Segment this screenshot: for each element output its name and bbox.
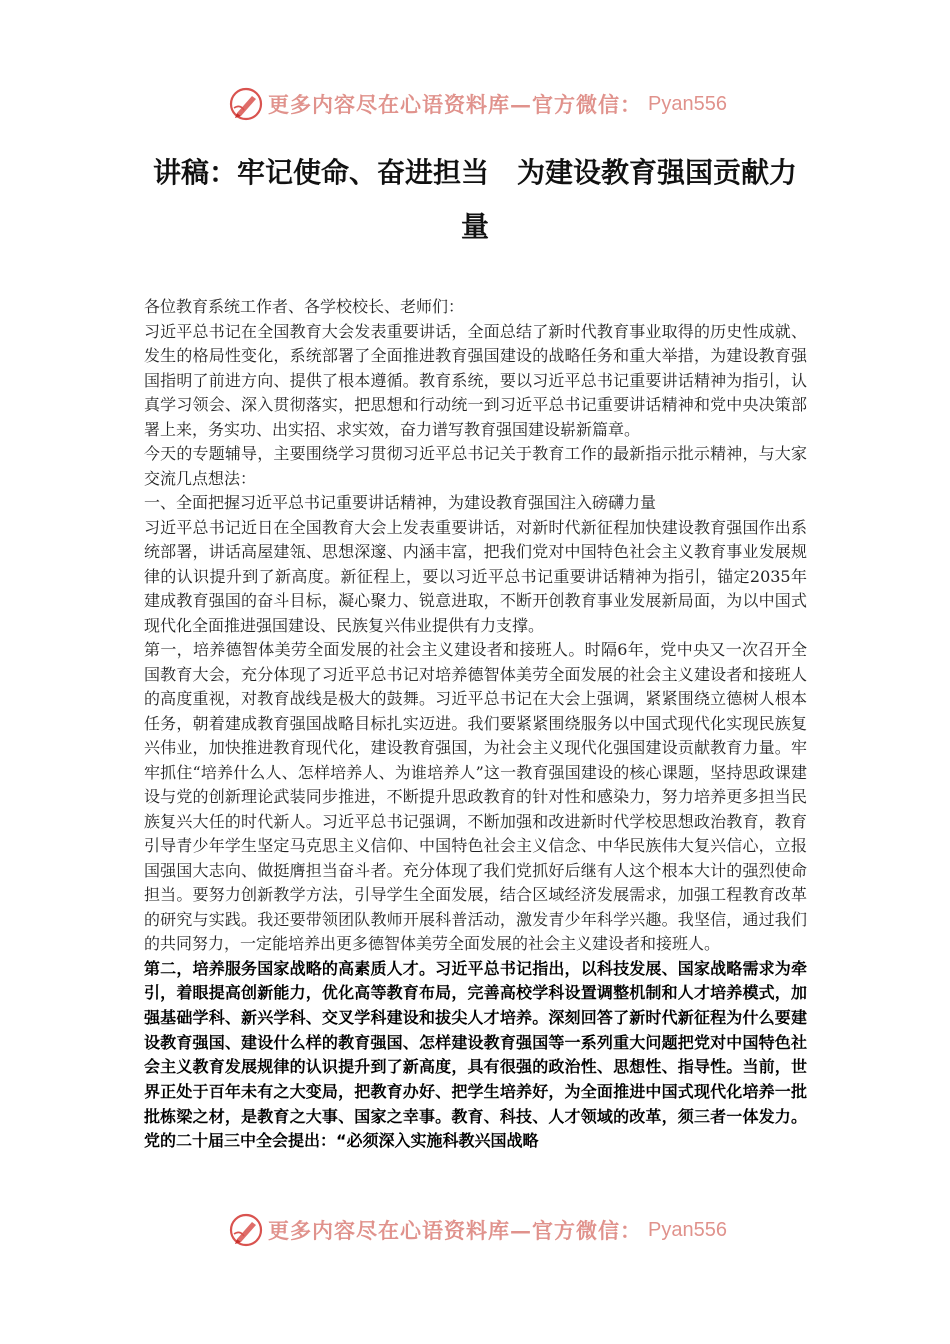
pen-logo-icon <box>228 86 264 122</box>
salutation: 各位教育系统工作者、各学校校长、老师们： <box>144 297 465 316</box>
bold-paragraph: 第二，培养服务国家战略的高素质人才。习近平总书记指出，以科技发展、国家战略需求为牵引，着眼提高创新能力，优化高等教育布局，完善高校学科设置调整机制和人才培养模式，加强基础学科、新兴学科、交叉学科建设和拔尖人才培养。深刻回答了新时代新征程为什么要建设教育强国、建设什么样的教育强国、怎样建设教育强国等一系列重大问题把党对中国特色社会主义教育发展规律的认识提升到了新高度，具有很强的政治性、思想性、指导性。当前，世界正处于百年未有之大变局，把教育办好、把学生培养好，为全面推进中国式现代化培养一批批栋梁之材，是教育之大事、国家之幸事。教育、科技、人才领域的改革，须三者一体发力。党的二十届三中全会提出：“必须深入实施科教兴国战略 <box>144 958 807 1151</box>
body-paragraph: 第一，培养德智体美劳全面发展的社会主义建设者和接班人。时隔6年，党中央又一次召开全国教育大会，充分体现了习近平总书记对培养德智体美劳全面发展的社会主义建设者和接班人的高度重视，对教育战线是极大的鼓舞。习近平总书记在大会上强调，紧紧围绕立德树人根本任务，朝着建成教育强国战略目标扎实迈进。我们要紧紧围绕服务以中国式现代化实现民族复兴伟业，加快推进教育现代化，建设教育强国，为社会主义现代化强国建设贡献教育力量。牢牢抓住“培养什么人、怎样培养人、为谁培养人”这一教育强国建设的核心课题，坚持思政课建设与党的创新理论武装同步推进，不断提升思政教育的针对性和感染力，努力培养更多担当民族复兴大任的时代新人。习近平总书记强调，不断加强和改进新时代学校思想政治教育，教育引导青少年学生坚定马克思主义信仰、中国特色社会主义信念、中华民族伟大复兴信心，立报国强国大志向、做挺膺担当奋斗者。充分体现了我们党抓好后继有人这个根本大计的强烈使命担当。要努力创新教学方法，引导学生全面发展，结合区域经济发展需求，加强工程教育改革的研究与实践。我还要带领团队教师开展科普活动，激发青少年科学兴趣。我坚信，通过我们的共同努力，一定能培养出更多德智体美劳全面发展的社会主义建设者和接班人。 <box>144 640 807 953</box>
footer-watermark-banner <box>228 1210 728 1250</box>
header-watermark-banner <box>228 84 728 124</box>
banner-wechat-id: Pyan556 <box>648 1218 727 1241</box>
document-title: 讲稿：牢记使命、奋进担当 为建设教育强国贡献力量 <box>152 156 797 243</box>
body-paragraph: 习近平总书记近日在全国教育大会上发表重要讲话，对新时代新征程加快建设教育强国作出系统部署，讲话高屋建瓴、思想深邃、内涵丰富，把我们党对中国特色社会主义教育事业发展规律的认识提升到了新高度。新征程上，要以习近平总书记重要讲话精神为指引，锚定2035年建成教育强国的奋斗目标，凝心聚力、锐意进取，不断开创教育事业发展新局面，为以中国式现代化全面推进强国建设、民族复兴伟业提供有力支撑。 <box>144 517 807 635</box>
pen-logo-icon <box>228 1212 264 1248</box>
banner-text: 更多内容尽在心语资料库—官方微信： <box>268 1218 642 1243</box>
section-heading: 一、全面把握习近平总书记重要讲话精神，为建设教育强国注入磅礴力量 <box>144 493 657 512</box>
body-paragraph: 习近平总书记在全国教育大会发表重要讲话，全面总结了新时代教育事业取得的历史性成就、发生的格局性变化，系统部署了全面推进教育强国建设的战略任务和重大举措，为建设教育强国指明了前进方向、提供了根本遵循。教育系统，要以习近平总书记重要讲话精神为指引，认真学习领会、深入贯彻落实，把思想和行动统一到习近平总书记重要讲话精神和党中央决策部署上来，务实功、出实招、求实效，奋力谱写教育强国建设崭新篇章。 <box>144 321 807 439</box>
body-paragraph: 今天的专题辅导，主要围绕学习贯彻习近平总书记关于教育工作的最新指示批示精神，与大家交流几点想法： <box>144 444 807 488</box>
banner-wechat-id: Pyan556 <box>648 92 727 115</box>
document-body <box>144 295 807 1154</box>
banner-text: 更多内容尽在心语资料库—官方微信： <box>268 92 642 117</box>
